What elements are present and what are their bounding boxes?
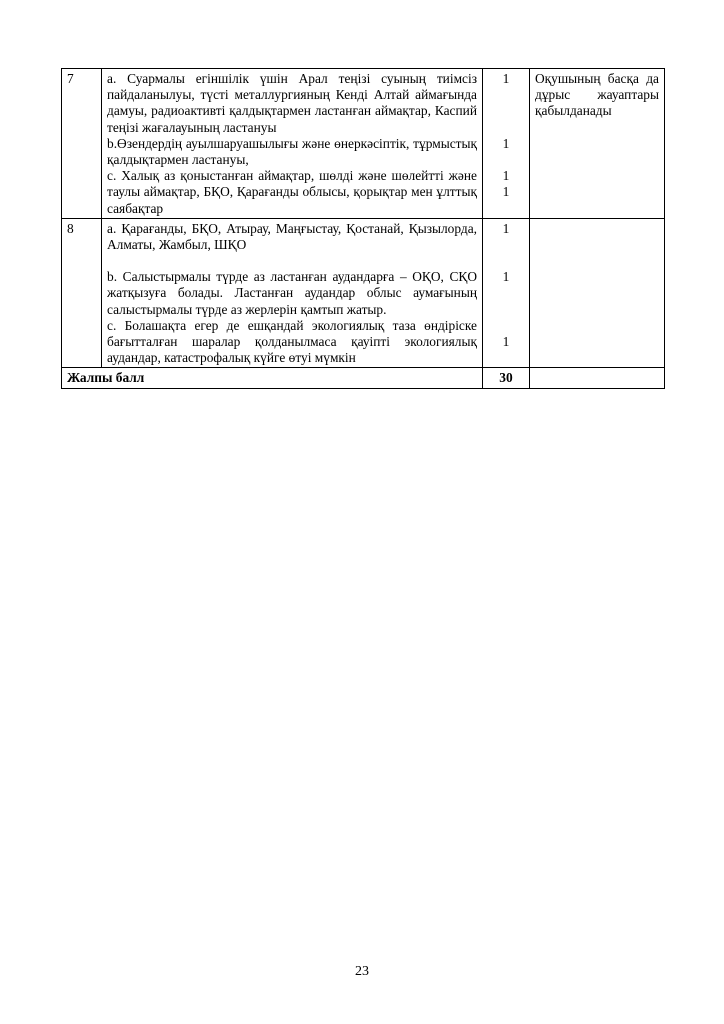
score-value: 1 [502, 71, 510, 86]
total-note-cell [530, 368, 665, 388]
answer-item-b: b. Салыстырмалы түрде аз ластанған аудандарға – ОҚО, СҚО жатқызуға болады. Ластанған аудандар облыс аумағының салыстырмалы түрде аз жерлерін қамтып жатыр. [107, 269, 477, 317]
score-value: 1 [502, 168, 510, 184]
note-cell: Оқушының басқа да дұрыс жауаптары қабылданады [530, 69, 665, 219]
grading-table [61, 68, 665, 389]
answer-cell [102, 69, 483, 219]
score-value: 1 [502, 334, 510, 350]
answer-item-a: a. Суармалы егіншілік үшін Арал теңізі суының тиімсіз пайдаланылуы, түсті металлургияның Кенді Алтай аймағында дамуы, радиоактивті қалдықтармен ластанған аймақтар, Каспий теңізі жағалауының ластануы [107, 71, 477, 135]
score-value: 1 [502, 220, 510, 236]
question-number: 8 [62, 218, 102, 368]
score-cell [483, 218, 530, 368]
score-value: 1 [502, 269, 510, 285]
total-value: 30 [483, 368, 530, 388]
answer-item-a: a. Қарағанды, БҚО, Атырау, Маңғыстау, Қостанай, Қызылорда, Алматы, Жамбыл, ШҚО [107, 220, 477, 253]
blank-line [107, 253, 477, 269]
score-value: 1 [502, 184, 510, 200]
table-row [62, 69, 665, 219]
score-value: 1 [502, 135, 510, 151]
total-label: Жалпы балл [62, 368, 483, 388]
question-number: 7 [62, 69, 102, 219]
answer-item-c: c. Болашақта егер де ешқандай экологиялық таза өндіріске бағытталған шаралар қолданылмаса қауіпті экологиялық аудандар, катастрофалық күйге өтуі мүмкін [107, 317, 477, 366]
answer-item-c: c. Халық аз қоныстанған аймақтар, шөлді және шөлейтті және таулы аймақтар, БҚО, Қарағанды облысы, қорықтар мен ұлттық саябақтар [107, 168, 477, 216]
answer-item-b: b.Өзендердің ауылшаруашылығы және өнеркәсіптік, тұрмыстық қалдықтармен ластануы, [107, 135, 477, 168]
answer-cell [102, 218, 483, 368]
table-row [62, 218, 665, 368]
page-number: 23 [355, 964, 369, 979]
score-cell [483, 69, 530, 219]
total-row [62, 368, 665, 388]
note-cell [530, 218, 665, 368]
